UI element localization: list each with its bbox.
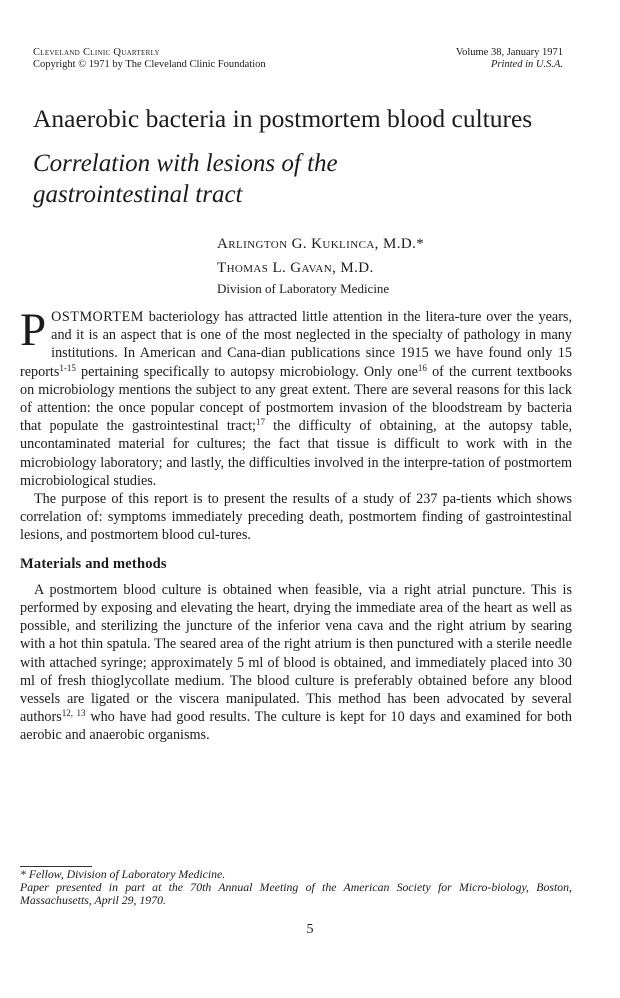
running-header-left [33, 47, 266, 71]
section-heading: Materials and methods [20, 555, 167, 572]
footnotes [20, 868, 572, 907]
drop-cap: P [20, 304, 47, 356]
article-title: Anaerobic bacteria in postmortem blood cultures [33, 104, 533, 133]
text-run: who have had good results. The culture is kept for 10 days and examined for both aerobic and anaerobic organisms. [20, 709, 572, 744]
reference-marker: 16 [417, 362, 427, 373]
reference-marker: 12, 13 [61, 708, 86, 719]
author-affiliation: Division of Laboratory Medicine [217, 281, 390, 296]
reference-marker: 1-15 [59, 362, 76, 373]
text-run: of the current textbooks on microbiology mentions the subject to any great extent. There are several reasons for this lack of attention: the once popular concept of postmortem invasion of the bloodstream by bacteria that populate the gastrointestinal tract; [20, 363, 572, 435]
author-name: Arlington G. Kuklinca, M.D.* [217, 236, 425, 252]
volume-line: Volume 38, January 1971 [455, 47, 563, 58]
reference-marker: 17 [255, 417, 265, 428]
footnote-presented: Paper presented in part at the 70th Annual Meeting of the American Society for Micro-biology, Boston, Massachusetts, April 29, 1970. [20, 880, 572, 907]
text-run: A postmortem blood culture is obtained when feasible, via a right atrial puncture. This is performed by exposing and elevating the heart, drying the immediate area of the heart as well as possible, and sterilizing the juncture of the inferior vena cava and the right atrium by searing with a hot thin spatula. The seared area of the right atrium is then punctured with a sterile needle with attached syringe; approximately 5 ml of blood is obtained, and immediately placed into 30 ml of fresh thioglycollate medium. The blood culture is preferably obtained before any blood vessels are ligated or the viscera manipulated. This method has been advocated by several authors [20, 581, 572, 726]
copyright-line: Copyright © 1971 by The Cleveland Clinic Foundation [33, 59, 266, 70]
article-body [20, 304, 573, 745]
page-number: 5 [306, 922, 314, 937]
author-name: Thomas L. Gavan, M.D. [217, 260, 374, 276]
text-run: the difficulty of obtaining, at the autopsy table, uncontaminated material for cultures; the fact that tissue is difficult to work with in the microbiology laboratory; and lastly, the difficulties involved in the interpre-tation of postmortem microbiological studies. [20, 418, 573, 489]
intro-paragraph [20, 304, 573, 490]
printed-line: Printed in U.S.A. [490, 59, 563, 70]
journal-name: Cleveland Clinic Quarterly [33, 47, 160, 58]
text-run: bacteriology has attracted little attention in the litera-ture over the years, and it is an aspect that is one of the most neglected in the specialty of pathology in many institutions. In American and Cana-dian publications since 1915 we have found only 15 reports [20, 309, 572, 380]
methods-paragraph [20, 581, 572, 745]
lead-word: OSTMORTEM [51, 309, 144, 325]
purpose-paragraph: The purpose of this report is to present the results of a study of 237 pa-tients which shows correlation of: symptoms immediately preceding death, postmortem finding of gastrointestinal lesions, and postmortem blood cul-tures. [20, 491, 572, 544]
text-run: pertaining specifically to autopsy microbiology. Only one [75, 363, 418, 380]
running-header-right [456, 47, 563, 71]
author-block [217, 232, 424, 298]
article-subtitle: Correlation with lesions of the gastrointestinal tract [33, 150, 338, 208]
footnote-fellow: * Fellow, Division of Laboratory Medicine. [20, 867, 226, 881]
